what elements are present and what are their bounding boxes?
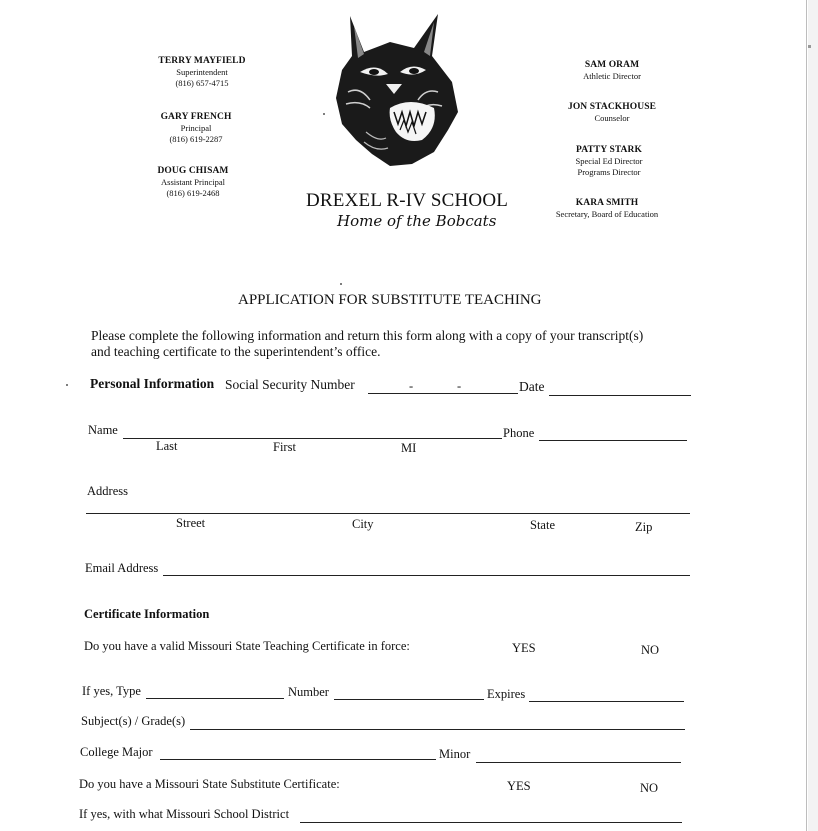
staff-entry-principal [136,112,256,145]
cert-expires-field[interactable] [529,701,684,702]
staff-phone: (816) 619-2468 [166,188,220,198]
staff-phone: (816) 657-4715 [175,78,229,88]
state-caption: State [530,518,555,532]
cert-type-field[interactable] [146,698,284,699]
school-motto: Home of the Bobcats [337,212,497,230]
staff-entry-board-secretary [537,198,677,220]
ssn-dash-1: - [409,379,414,393]
page-edge [806,0,807,831]
date-field[interactable] [549,395,691,396]
substitute-certificate-question: Do you have a Missouri State Substitute Certificate: [79,777,340,791]
first-name-caption: First [273,440,296,454]
subjects-grades-field[interactable] [190,729,685,730]
sub-cert-no-option[interactable]: NO [640,781,659,795]
email-label: Email Address [85,561,159,575]
instructions-line-2: and teaching certificate to the superintendent’s office. [91,344,381,359]
scan-speck [66,384,68,386]
form-title: APPLICATION FOR SUBSTITUTE TEACHING [238,292,542,308]
date-label: Date [519,379,545,394]
staff-entry-special-ed [549,145,669,178]
zip-caption: Zip [635,520,653,534]
scan-speck [323,113,325,115]
staff-entry-counselor [542,102,682,124]
scan-speck [340,283,342,285]
staff-name: GARY FRENCH [160,112,232,122]
address-field[interactable] [86,513,690,514]
phone-field[interactable] [539,440,687,441]
staff-title-2: Programs Director [577,167,641,177]
staff-title: Secretary, Board of Education [555,209,659,219]
ssn-dash-2: - [457,379,462,393]
cert-expires-label: Expires [487,687,526,701]
ssn-field[interactable] [368,393,518,394]
sub-cert-yes-option[interactable]: YES [507,779,531,793]
staff-title: Assistant Principal [161,177,225,187]
staff-entry-athletic-director [552,60,672,82]
staff-phone: (816) 619-2287 [169,134,223,144]
staff-title: Principal [180,123,212,133]
college-major-label: College Major [80,745,153,759]
subjects-grades-label: Subject(s) / Grade(s) [81,714,186,728]
teaching-cert-no-option[interactable]: NO [641,643,660,657]
email-field[interactable] [163,575,690,576]
staff-name: SAM ORAM [584,60,640,70]
staff-title: Superintendent [176,67,228,77]
staff-name: PATTY STARK [576,145,642,155]
minor-label: Minor [439,747,471,761]
minor-field[interactable] [476,762,681,763]
address-label: Address [87,484,128,498]
staff-name: KARA SMITH [575,198,639,208]
personal-info-heading: Personal Information [90,376,215,391]
staff-name: DOUG CHISAM [157,166,229,176]
street-caption: Street [176,516,206,530]
cert-number-label: Number [288,685,329,699]
bobcat-mascot-logo [330,12,462,168]
teaching-certificate-question: Do you have a valid Missouri State Teaching Certificate in force: [84,639,410,653]
ssn-label: Social Security Number [225,377,355,392]
staff-title: Counselor [594,113,630,123]
school-district-label: If yes, with what Missouri School District [79,807,290,821]
instructions-line-1: Please complete the following information and return this form along with a copy of your transcript(s) [91,328,644,343]
certificate-info-heading: Certificate Information [84,607,210,621]
last-name-caption: Last [156,439,178,453]
staff-entry-superintendent [142,56,262,89]
if-yes-type-label: If yes, Type [82,684,141,698]
staff-title: Special Ed Director [575,156,643,166]
name-label: Name [88,423,118,437]
phone-label: Phone [503,426,535,440]
college-major-field[interactable] [160,759,436,760]
staff-entry-assistant-principal [133,166,253,199]
staff-name: TERRY MAYFIELD [158,56,246,66]
scrollbar-track[interactable] [808,0,818,831]
city-caption: City [352,517,374,531]
scroll-marker [808,45,811,48]
name-field[interactable] [123,438,502,439]
staff-name: JON STACKHOUSE [567,102,657,112]
cert-number-field[interactable] [334,699,484,700]
school-name: DREXEL R-IV SCHOOL [306,190,509,211]
school-district-field[interactable] [300,822,682,823]
middle-initial-caption: MI [401,441,417,455]
staff-title: Athletic Director [583,71,641,81]
teaching-cert-yes-option[interactable]: YES [512,641,536,655]
